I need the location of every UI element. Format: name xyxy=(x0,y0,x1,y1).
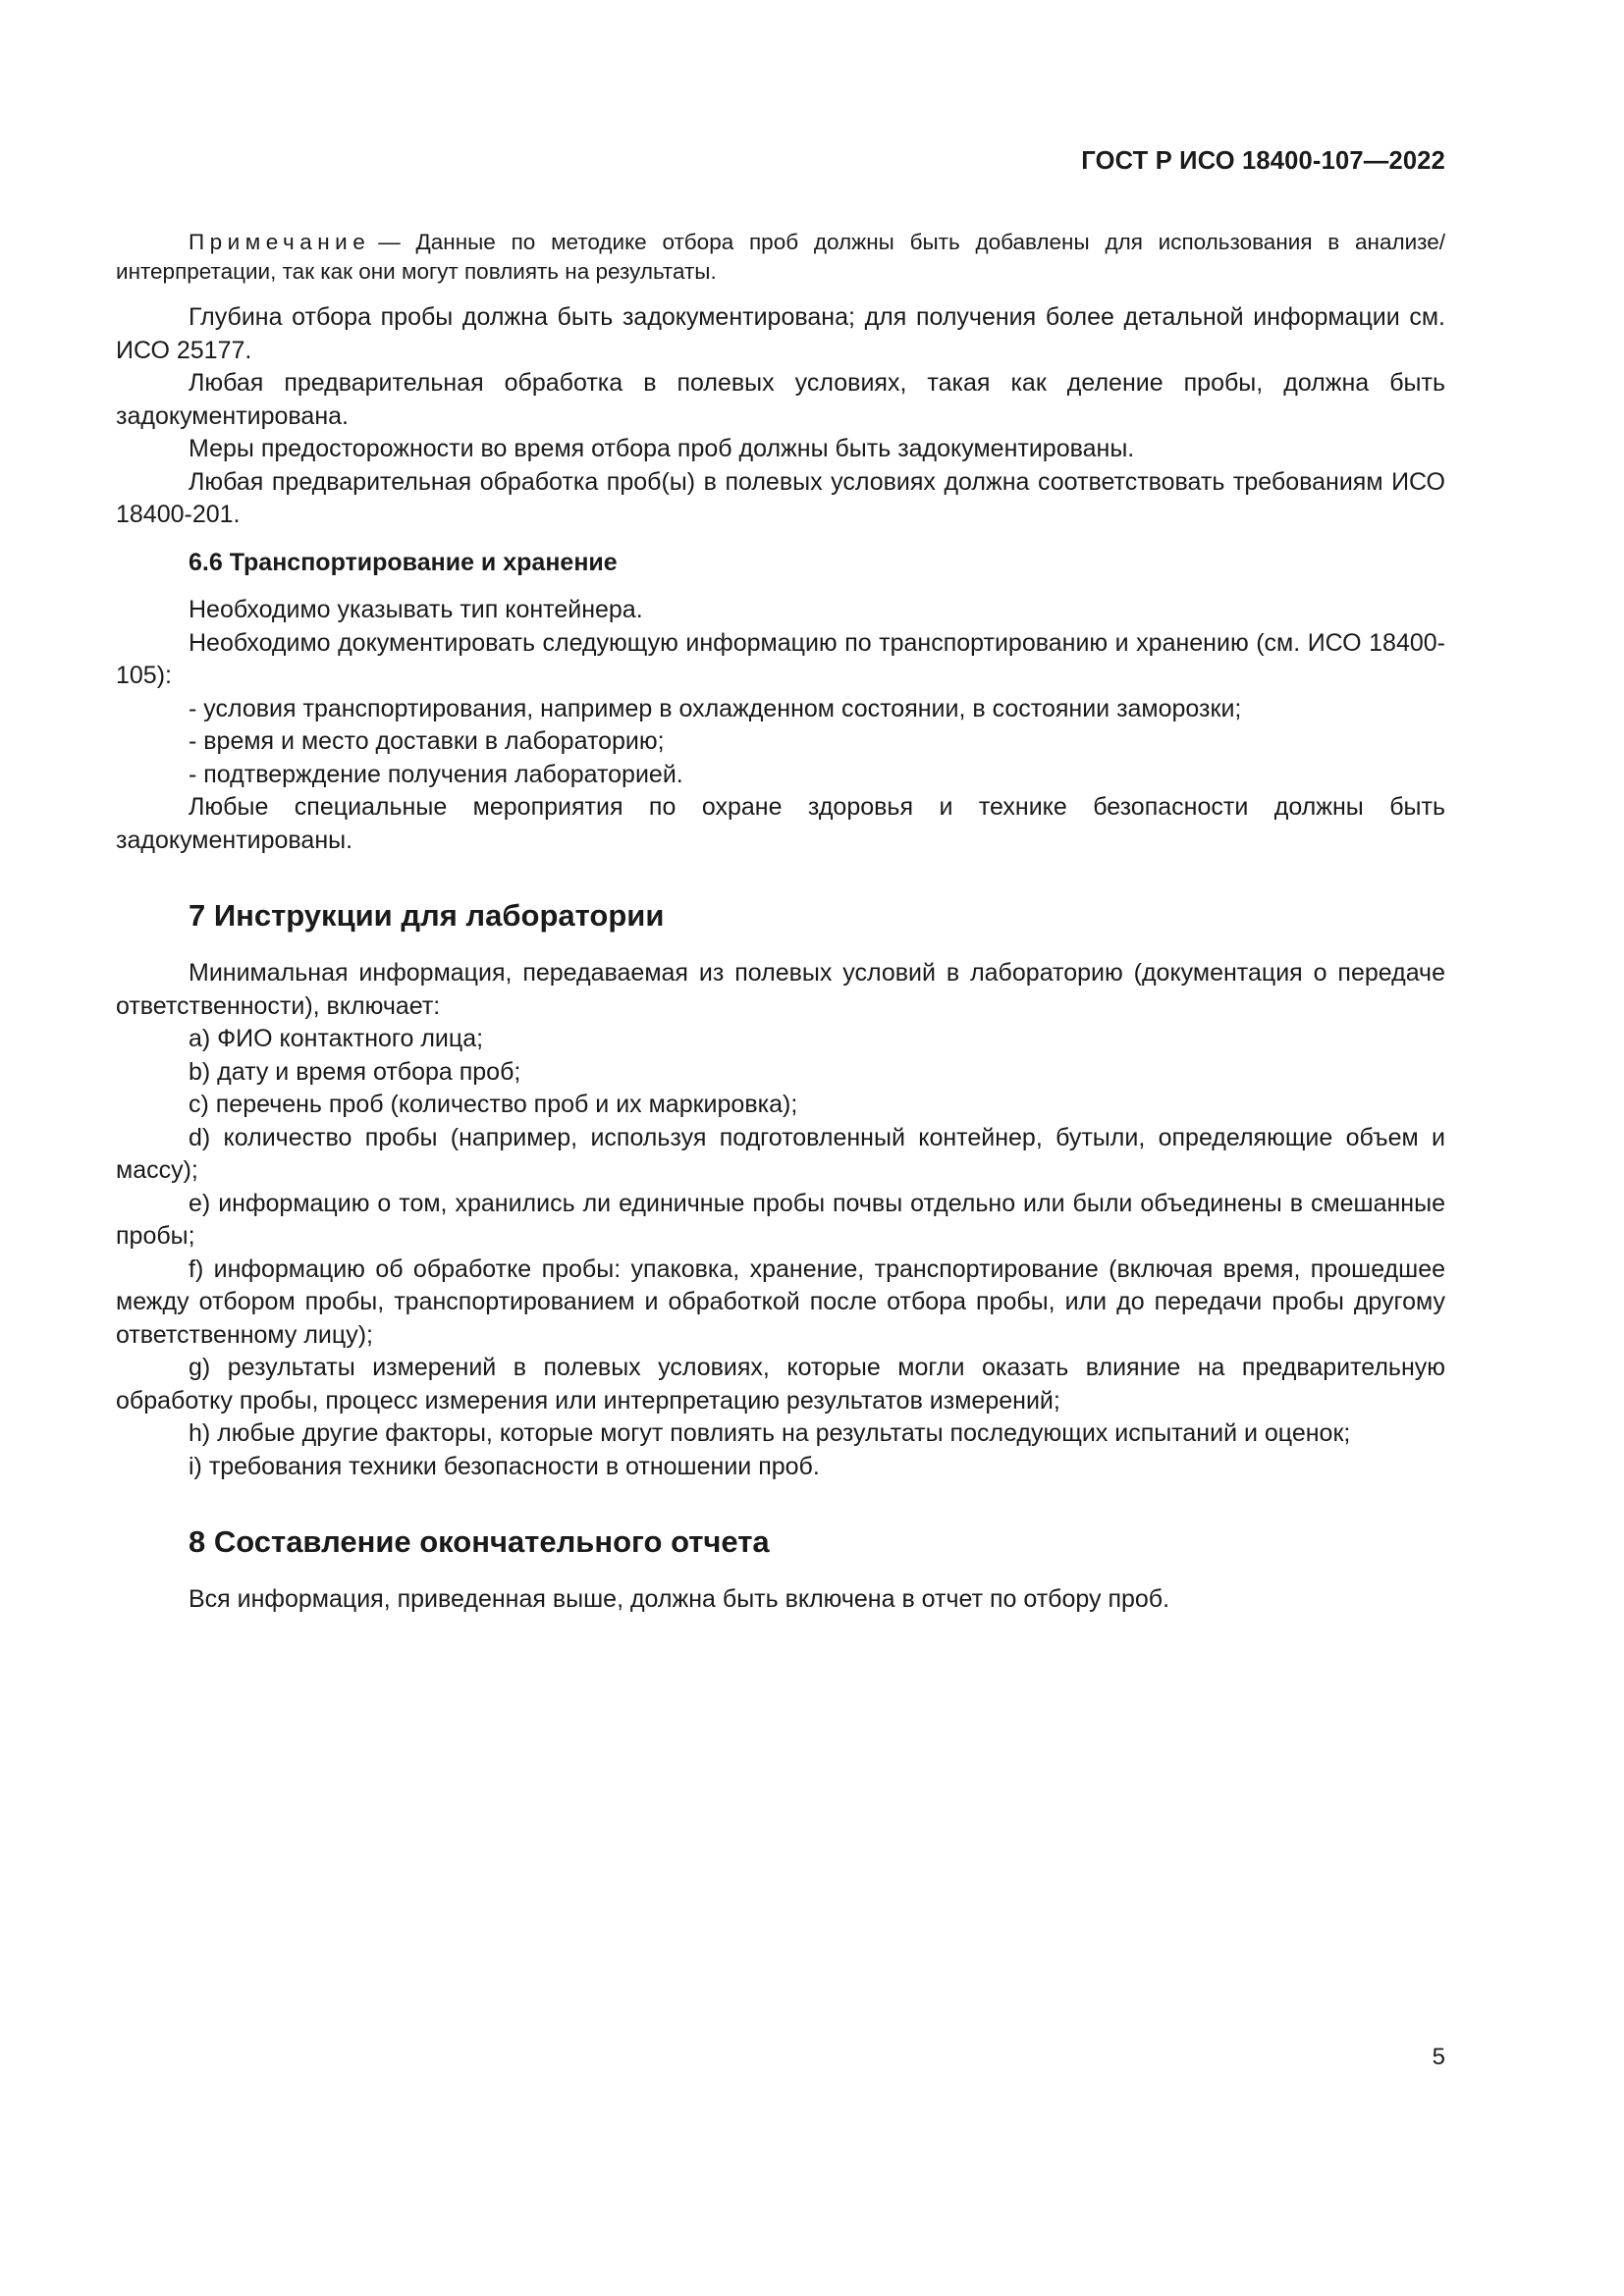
list-item: a) ФИО контактного лица; xyxy=(189,1025,484,1052)
note-text: — Данные по методике отбора проб должны быть добавлены для использования в анализе/интерпретации, так как они могут повлиять на результаты. xyxy=(116,230,1445,284)
list-item: g) результаты измерений в полевых условиях, которые могли оказать влияние на предварительную обработку пробы, процесс измерения или интерпретацию результатов измерений; xyxy=(116,1354,1445,1415)
list-item: h) любые другие факторы, которые могут повлиять на результаты последующих испытаний и оценок; xyxy=(189,1419,1351,1447)
paragraph: Необходимо документировать следующую информацию по транспортированию и хранению (см. ИСО 18400-105): xyxy=(116,628,1445,689)
subsection-title-6-6: 6.6 Транспортирование и хранение xyxy=(189,548,618,576)
list-item: e) информацию о том, хранились ли единичные пробы почвы отдельно или были объединены в смешанные пробы; xyxy=(116,1189,1445,1250)
list-item: i) требования техники безопасности в отношении проб. xyxy=(189,1452,820,1480)
list-item: f) информацию об обработке пробы: упаковка, хранение, транспортирование (включая время, прошедшее между отбором пробы, транспортированием и обработкой после отбора пробы, или до передачи пробы другому ответственному лицу); xyxy=(116,1255,1445,1349)
list-item: - условия транспортирования, например в охлажденном состоянии, в состоянии заморозки; xyxy=(189,694,1242,722)
paragraph: Вся информация, приведенная выше, должна быть включена в отчет по отбору проб. xyxy=(189,1585,1170,1613)
paragraph: Глубина отбора пробы должна быть задокументирована; для получения более детальной информации см. ИСО 25177. xyxy=(116,303,1445,364)
page-number: 5 xyxy=(1432,2044,1445,2070)
list-item: d) количество пробы (например, используя подготовленный контейнер, бутыли, определяющие объем и массу); xyxy=(116,1123,1445,1184)
section-title-8: 8 Составление окончательного отчета xyxy=(189,1524,770,1559)
document-body xyxy=(116,228,1445,1617)
section-title-7: 7 Инструкции для лаборатории xyxy=(189,898,665,933)
note-paragraph xyxy=(116,228,1445,287)
list-item: - подтверждение получения лабораторией. xyxy=(189,760,683,788)
list-item: b) дату и время отбора проб; xyxy=(189,1057,521,1086)
list-item: c) перечень проб (количество проб и их маркировка); xyxy=(189,1091,798,1118)
note-label: Примечание xyxy=(189,230,371,254)
paragraph: Минимальная информация, передаваемая из полевых условий в лабораторию (документация о передаче ответственности), включает: xyxy=(116,959,1445,1020)
paragraph: Необходимо указывать тип контейнера. xyxy=(189,596,643,623)
document-header: ГОСТ Р ИСО 18400-107—2022 xyxy=(1081,147,1445,175)
list-item: - время и место доставки в лабораторию; xyxy=(189,727,665,755)
paragraph: Меры предосторожности во время отбора проб должны быть задокументированы. xyxy=(189,435,1135,462)
paragraph: Любая предварительная обработка проб(ы) в полевых условиях должна соответствовать требованиям ИСО 18400-201. xyxy=(116,467,1445,528)
document-page xyxy=(116,0,1445,2296)
paragraph: Любая предварительная обработка в полевых условиях, такая как деление пробы, должна быть задокументирована. xyxy=(116,369,1445,430)
paragraph: Любые специальные мероприятия по охране здоровья и технике безопасности должны быть задокументированы. xyxy=(116,793,1445,854)
